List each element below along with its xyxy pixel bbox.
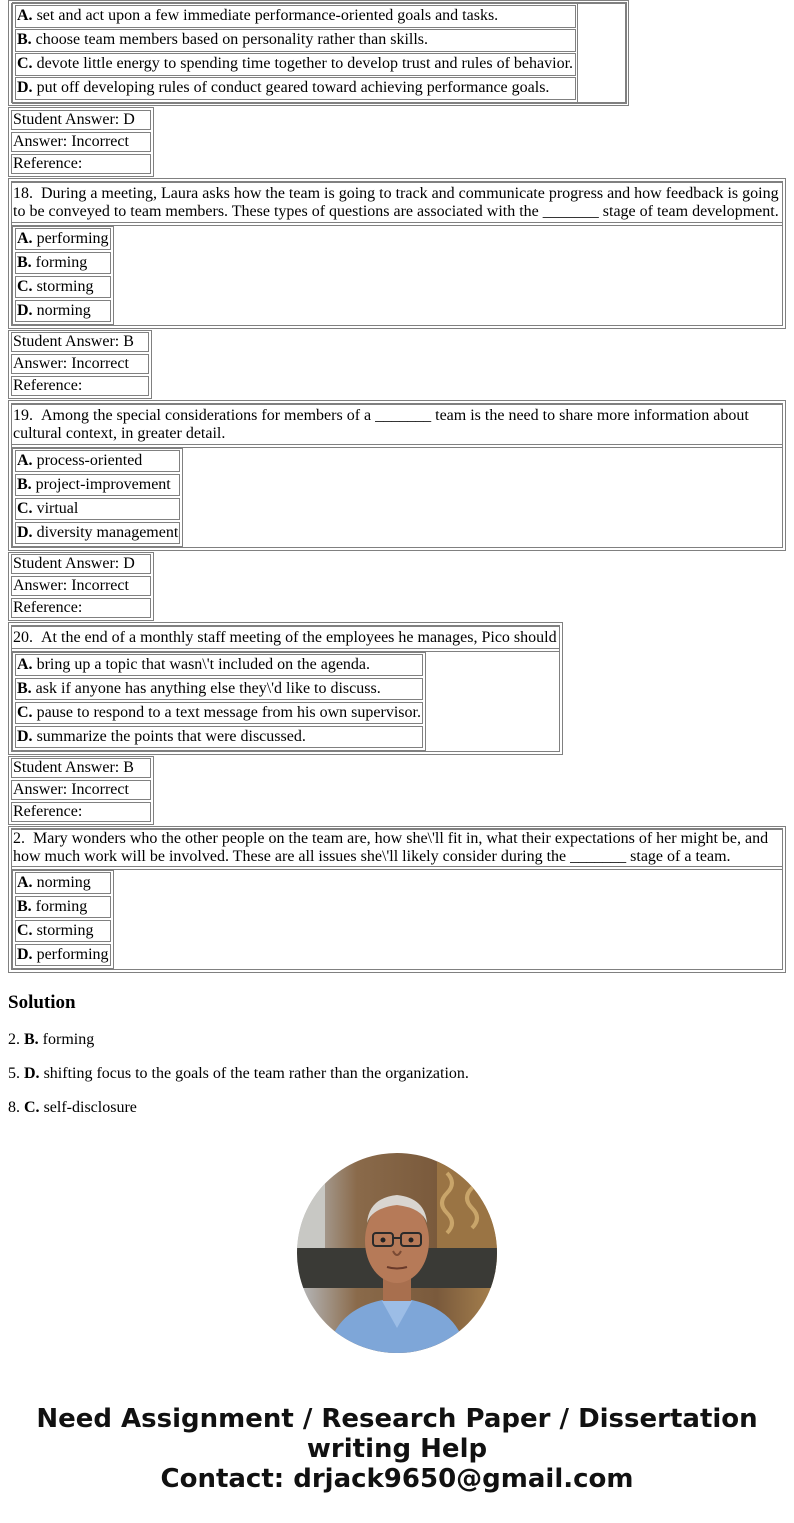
option-b: B. choose team members based on personality rather than skills. xyxy=(15,29,576,52)
option-b: B. forming xyxy=(15,252,111,274)
option-a: A. set and act upon a few immediate performance-oriented goals and tasks. xyxy=(15,5,576,28)
option-a: A. bring up a topic that wasn\'t included on the agenda. xyxy=(15,654,423,676)
option-c: C. storming xyxy=(15,276,111,298)
option-c: C. pause to respond to a text message from his own supervisor. xyxy=(15,702,423,724)
footer-line-1: Need Assignment / Research Paper / Dissertation xyxy=(36,1404,758,1434)
option-d: D. diversity management xyxy=(15,522,180,544)
student-answer: Student Answer: D xyxy=(11,110,151,130)
option-d: D. performing xyxy=(15,944,111,966)
answer-result: Answer: Incorrect xyxy=(11,780,151,800)
question-17-answer-column xyxy=(577,2,627,104)
answer-result: Answer: Incorrect xyxy=(11,132,151,152)
solution-item: 8. C. self-disclosure xyxy=(8,1099,137,1116)
reference: Reference: xyxy=(11,598,151,618)
reference: Reference: xyxy=(11,376,149,396)
footer-line-2: writing Help xyxy=(306,1434,488,1464)
question-20-stem: 20. At the end of a monthly staff meeting of the employees he manages, Pico should xyxy=(11,626,560,649)
question-18-options-area xyxy=(11,225,783,326)
student-answer: Student Answer: D xyxy=(11,554,151,574)
solution-item: 5. D. shifting focus to the goals of the team rather than the organization. xyxy=(8,1065,469,1082)
option-d: D. norming xyxy=(15,300,111,322)
student-answer: Student Answer: B xyxy=(11,332,149,352)
question-18-stem: 18. During a meeting, Laura asks how the team is going to track and communicate progress and how feedback is going to be conveyed to team members. These types of questions are associated with the _______ stage of team development. xyxy=(11,182,783,223)
option-c: C. virtual xyxy=(15,498,180,520)
option-b: B. ask if anyone has anything else they\'d like to discuss. xyxy=(15,678,423,700)
option-d: D. summarize the points that were discussed. xyxy=(15,726,423,748)
question-19-stem: 19. Among the special considerations for members of a _______ team is the need to share more information about cultural context, in greater detail. xyxy=(11,404,783,445)
footer-contact: Contact: drjack9650@gmail.com xyxy=(160,1464,634,1494)
solution-item: 2. B. forming xyxy=(8,1031,95,1048)
option-a: A. norming xyxy=(15,872,111,894)
portrait-illustration xyxy=(297,1153,497,1353)
option-b: B. forming xyxy=(15,896,111,918)
student-answer: Student Answer: B xyxy=(11,758,151,778)
question-2-stem: 2. Mary wonders who the other people on the team are, how she\'ll fit in, what their expectations of her might be, and how much work will be involved. These are all issues she\'ll likely consider during the _______ stage of a team. xyxy=(11,828,783,867)
question-2-options-area xyxy=(11,869,783,970)
reference: Reference: xyxy=(11,154,151,174)
solution-heading: Solution xyxy=(8,992,76,1013)
author-photo xyxy=(297,1153,497,1353)
reference: Reference: xyxy=(11,802,151,822)
answer-result: Answer: Incorrect xyxy=(11,354,149,374)
option-a: A. performing xyxy=(15,228,111,250)
answer-result: Answer: Incorrect xyxy=(11,576,151,596)
option-a: A. process-oriented xyxy=(15,450,180,472)
option-c: C. devote little energy to spending time together to develop trust and rules of behavior. xyxy=(15,53,576,76)
option-d: D. put off developing rules of conduct geared toward achieving performance goals. xyxy=(15,77,576,100)
option-c: C. storming xyxy=(15,920,111,942)
option-b: B. project-improvement xyxy=(15,474,180,496)
